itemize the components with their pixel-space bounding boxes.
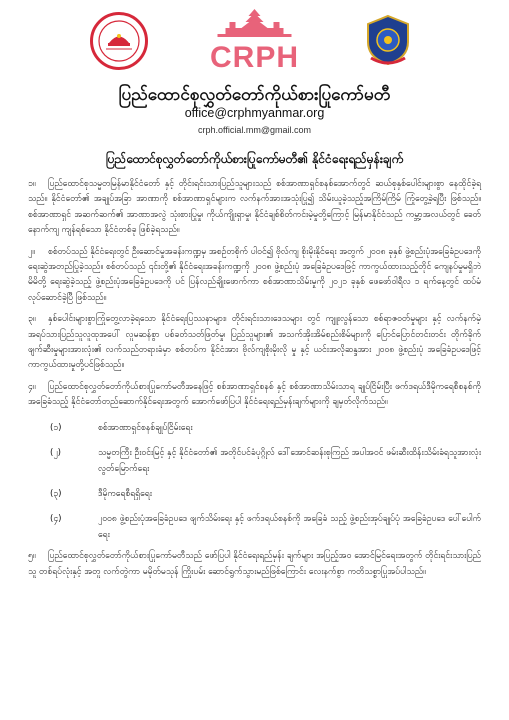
contact-block: [28, 106, 481, 135]
committee-title: ပြည်ထောင်စုလွှတ်တော်ကိုယ်စားပြုကော်မတီ: [118, 85, 391, 105]
list-number: (၄): [50, 514, 62, 525]
list-item: [50, 512, 481, 543]
paragraph-3: [28, 312, 481, 374]
paragraph-text: စစ်တပ်သည် နိုင်ငံရေးတွင် ဦးဆောင်မှုအခန်းကဏ္ဍမှ အစဉ်တစိုက် ပါဝင်၍ ဗိုလ်ကျ စိုးမိုးနိုင်ရေး အတွက် ၂၀၀၈ ခုနှစ် ဖွဲ့စည်းပုံအခြေခံဥပဒေကို ရေးဆွဲအတည်ပြုခဲ့သည်။ စစ်တပ်သည် ၎င်းတို့၏ နိုင်ငံရေးအခန်းကဏ္ဍကို ၂၀၀၈ ဖွဲ့စည်းပုံ အခြေခံဥပဒေဖြင့် ကာကွယ်ထားသည့်တိုင် ကျေနပ်မှုမရှိဘဲ မိမိတို့ ရေးဆွဲခဲ့သည့် ဖွဲ့စည်းပုံအခြေခံဥပဒေကို ပင် ပြန်လည်ချိုးဖောက်ကာ စစ်အာဏာသိမ်းမှုကို ၂၀၂၁ ခုနှစ် ဖေဖော်ဝါရီလ ၁ ရက်နေ့တွင် ထပ်မံလုပ်ဆောင်ခဲ့ပြီ ဖြစ်သည်။: [28, 246, 481, 303]
list-item: [50, 421, 481, 436]
crph-logo: [210, 8, 299, 74]
paragraph-number: ၁။: [28, 179, 36, 189]
paragraph-text: ပြည်ထောင်စုလွှတ်တော်ကိုယ်စားပြုကော်မတီသည် ဖော်ပြပါ နိုင်ငံရေးရည်မှန်း ချက်များ အပြည့်အဝ အောင်မြင်ရေးအတွက် တိုင်းရင်းသားပြည်သူ တစ်ရပ်လုံးနှင့် အတူ လက်တွဲကာ မမိုတ်မသုန် ကြိုးပမ်း ဆောင်ရွက်သွားမည်ဖြစ်ကြောင်း လေးနက်စွာ ကတိသစ္စာပြုအပ်ပါသည်။: [28, 551, 481, 577]
paragraph-2: [28, 245, 481, 307]
official-gmail[interactable]: crph.official.mm@gmail.com: [198, 125, 311, 135]
list-text: ဒီမိုကရေစီရရှိရေး: [98, 488, 152, 499]
list-number: (၃): [50, 488, 62, 499]
paragraph-text: ပြည်ထောင်စုသမ္မတမြန်မာနိုင်ငံတော် နှင့် တိုင်းရင်းသားပြည်သူများသည် စစ်အာဏာရှင်စနစ်အောက်တွင် ဆယ်စုနှစ်ပေါင်းများစွာ နေထိုင်ခဲ့ရသည်။ နိုင်ငံတော်၏ အချုပ်အခြာ အာဏာကို စစ်အာဏာရှင်များက လက်နက်အားအသုံးပြု၍ သိမ်းယူခဲ့သည့်အကြိမ်ကြိမ် ကြုံတွေ့ခဲ့ရပြီး ဖြစ်သည်။ စစ်အာဏာရှင် အဆက်ဆက်၏ အာဏာအလွဲ သုံးစားပြုမှု၊ ကိုယ်ကျိုးရှာမှု၊ နိုင်ငံချစ်စိတ်ကင်းမဲ့မှုတို့ကြောင့် မြန်မာနိုင်ငံသည် ကမ္ဘာ့အလယ်တွင် ခေတ်နောက်ကျ ကျန်ရစ်သော နိုင်ငံတစ်ခု ဖြစ်ခဲ့ရသည်။: [28, 179, 481, 236]
list-number: (၂): [50, 448, 61, 459]
list-text: သမ္မတကြီး ဦးဝင်းမြင့် နှင့် နိုင်ငံတော်၏ အတိုင်ပင်ခံပုဂ္ဂိုလ် ဒေါ်အောင်ဆန်းစုကြည် အပါအဝင် ဖမ်းဆီးထိန်းသိမ်းခံရသူအားလုံး လွတ်မြောက်ရေး: [98, 448, 481, 474]
list-item: [50, 487, 481, 502]
list-text: ၂၀၀၈ ဖွဲ့စည်းပုံအခြေခံဥပဒေ ဖျက်သိမ်းရေး နှင့် ဖက်ဒရယ်စနစ်ကို အခြေခံ သည့် ဖွဲ့စည်းအုပ်ချုပ်ပုံ အခြေခံဥပဒေ ပေါ်ပေါက်ရေး: [98, 514, 481, 540]
paragraph-text: နှစ်ပေါင်းများစွာကြုံတွေ့လာခဲ့ရသော နိုင်ငံရေးပြဿနာများ၊ တိုင်းရင်းသားဒေသများ တွင် ကျူးလွန်သော စစ်ရာဇဝတ်မှုများ နှင့် လက်နက်မဲ့ အရပ်သားပြည်သူလူထုအပေါ် လူမဆန်စွာ ပစ်ခတ်သတ်ဖြတ်မှု၊ ပြည်သူများ၏ အသက်အိုးအိမ်စည်းစိမ်များကို ပြောင်ပြောင်တင်းတင်း တိုက်ခိုက်ဖျက်ဆီးမှုများအားလုံး၏ လက်သည်တရားခံမှာ စစ်တပ်က နိုင်ငံအား ဗိုလ်ကျစိုးမိုးလို မှု နှင့် ယင်းအလိုဆန္ဒအား ၂၀၀၈ ဖွဲ့စည်းပုံ အခြေခံဥပဒေဖြင့် ကာကွယ်ထားမှုတို့ပင်ဖြစ်သည်။: [28, 314, 481, 371]
document-subject: ပြည်ထောင်စုလွှတ်တော်ကိုယ်စားပြုကော်မတီ၏ နိုင်ငံရေးရည်မှန်းချက်: [105, 152, 404, 166]
list-number: (၁): [50, 422, 62, 433]
union-seal-icon: [363, 14, 413, 66]
paragraph-5: [28, 549, 481, 580]
list-text: စစ်အာဏာရှင်စနစ်ချုပ်ငြိမ်းရေး: [98, 422, 193, 433]
paragraph-number: ၂။: [28, 246, 35, 257]
office-email[interactable]: office@crphmyanmar.org: [184, 106, 325, 120]
paragraph-number: ၃။: [28, 314, 36, 325]
crph-logo-text: CRPH: [209, 41, 300, 74]
paragraph-4: [28, 380, 481, 411]
nld-seal-icon: [90, 12, 148, 70]
letterhead: [28, 0, 481, 105]
parliament-building-icon: [211, 8, 297, 38]
list-item: [50, 446, 481, 477]
paragraph-number: ၅။: [28, 551, 36, 562]
paragraph-text: ပြည်ထောင်စုလွှတ်တော်ကိုယ်စားပြုကော်မတီအနေဖြင့် စစ်အာဏာရှင်စနစ် နှင့် စစ်အာဏာသိမ်းသာရ ချုပ်ငြိမ်းပြီး ဖက်ဒရယ်ဒီမိုကရေစီစနစ်ကို အခြေခံသည့် နိုင်ငံတော်တည်ဆောက်နိုင်ရေးအတွက် အောက်ဖော်ပြပါ နိုင်ငံရေးရည်မှန်းချက်များကို ချမှတ်လိုက်သည်။: [28, 381, 481, 408]
paragraph-number: ၄။: [28, 381, 36, 392]
paragraph-1: [28, 177, 481, 239]
document-body: [28, 177, 481, 580]
